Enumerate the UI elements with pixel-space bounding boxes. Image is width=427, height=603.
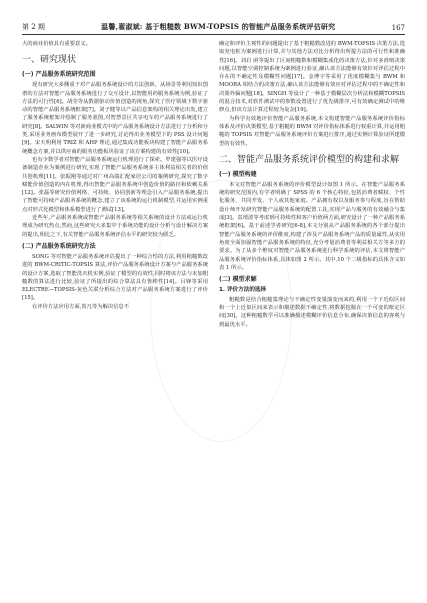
paragraph: 为科学有效地评价智能产品服务系统,本文构建智能产品服务系统评价指标体系及评价决策模型,基于粗糙的 BWM 对评价指标体系进行权重计算,并运用粗糙的 TOPSIS 对智能产品服务系统评价方案进行排序,通过实例计算验证所建模型的有效性。	[219, 115, 405, 147]
paragraph: 确定和评价主观性的问题提出了基于粗糙数改进的 BWM-TOPSIS 决策方法,选取充电桩为案例进行计算,并与其他方法对比分析得出所提方法的可行性和准确性[16]。刘启 函等提出了区间粗糙数和模糊集成化的决策方法,针对多准则决策问题,以智能空调控制系统为案例进行验证,确认该方法能够有效针对评估过程中存在的不确定性及模糊性问题[17]。金博宇等采用了优度模糊集与 BWM 和 MOORA 相结合的决策方法,确认该方法能够有效应对评估过程中的不确定性和决策外偏问题[18]。SINGH 等设计了一种基于模糊层次分析法和模糊TOPSIS 的混合技术,对软件测试中的参数设置进行了优先级排序,可有效确定测试中的维修点,但该方法计算过程较为复杂[19]。	[219, 41, 405, 114]
subsubsection-heading-method-choice: 1. 评价方法的选择	[219, 287, 267, 294]
paragraph: 近些年,产品服务系统或智能产品服务系统等相关系统的设计方法或运行机理成为研究热点,然而,这些研究大多集中于系统功能的设计分析与设计解决方案的提出,相比之下,有关智能产品服务系统评估水平的研究较为匮乏。	[22, 215, 208, 238]
paragraph: 粗糙数是结合粗糙集理论与不确定性变量演变而来的,利用一个下近似区间和一个上近似区间来表示和描述数据不确定性,将数据挖掘在一个可变的框定区间[30]。这种粗糙数学可以准确描述模糊评价信息分布,确保决策信息的客观与到最优水平。	[219, 296, 405, 328]
running-title: 温馨,翟淑斌: 基于粗糙数 BWM-TOPSIS 的智能产品服务系统评估研究	[101, 22, 336, 31]
subsection-heading-model-solve: (二) 模型求解	[219, 276, 257, 284]
paragraph: 也有少数学者对智能产品服务系统运行机理进行了探索。罗建强等以医疗设备制造企业为案例进行研究,实现了智能产品服务系统多主体利益相关者的价值共创机理[11]。张振刚等通过对广州高端汇配家居公司的案例研究,探究了数字赋能价值创造的内在机理,得出智能产品服务系统中创造价值的路径和依赖关系[12]。张磊等研究价值网络、可持续、协同创新等理念引入产品服务系统,提出了智能可持续产品服务系统的概念,建立了该系统的运行机制模型,并运用实例重点对形式化模型和体系模型进行了测试[13]。	[22, 156, 208, 213]
paragraph: SONG 等对智能产品服务系统评估提出了一种综合性的方法,利用粗糙数改进的 BWM-CRITIC-TOPSIS 算法,评价产品服务系统设计方案与产品服务系统的设计方案,选取了智能洗衣机实例,验证了模型的有效性,同时将该方法与未加粗糙数的算法进行比较,验证了所提出的综合算法具有鲁棒性[14]。吕锋等采用ELECTRE—TOPSIS-灰色关联分析综合方法对产品服务系统方案进行了评价[15]。	[22, 253, 208, 302]
subsection-heading-model-build: (一) 模型构建	[219, 170, 257, 178]
subsection-heading-methods: (二) 产品服务系统研究方法	[22, 242, 96, 250]
section-heading-research-status: 一、研究现状	[22, 55, 77, 66]
intro-text: 大的商业价值具有重要意义。	[22, 41, 91, 47]
page-header	[22, 18, 405, 35]
right-column	[219, 40, 405, 329]
paragraph: 本文对智能产品服务系统的评价模型设计如图 1 所示。在智能产品服务系统的研究范围内,有学者明确了 SPSS 的 6 个核心特征,包括消费者赋权、个性化服务、共同开发、个人或其他家庭、产品拥有权以及服务参与程度,旨在帮助设计师开发研究智能产品服务系统的配置工具,实现产品与服务的有效融合与集成[3]。袁靖波等考虑到可持续性和客户价值两方面,研究设计了一种产品服务系统框架[6]。基于前述学者研究[6-8],本文分别从产品服务系统的各个部分提出智能产品服务系统的评价维度,构建了涉及产品服务系统产品的质量属性,从实用角度全面加强智能产品服务系统的特征,充分考量消费者等利益相关方等多方的要求。为了从多个维度对智能产品服务系统进行科学系统的评估,本文将智能产品服务系统评价指标体系,具体如图 2 所示。其中,10 个二级指标的具体含义如表 1 所示。	[219, 181, 405, 271]
paragraph: 现有研究大多侧重于对产品服务系统设计的方法创新。从场景等利用知识图谱的方法对智能产品服务系统进行了交互设计,以智能用药服务系统为例,验证了方法的可行性[6]。胡莹等从数据驱动价值创造的视角,探究了医疗领域下数字驱动的智能产品服务系统框架[7]。刘子健等以产品信息架构的相关理论出发,建立了服务系统框架并绘制了服务蓝图,对智慧景区共享电车的产品服务系统进行了研究[8]。SALWIN 等对新商业模式中的产品服务系统设计方法进行了分析和分类,采用业务画布模型展开了进一步研究,讨论得出业务模型下的 PSS 设计问题[9]。宋天明利用 TRIZ 和 AHP 理论,通过集成功能板块构建了智能产品服务系统概念方案,并以供应商的服务功能板块验证了该方案构建的有效性[10]。	[22, 82, 208, 155]
paragraph: 在评价方法应用方面,贺凡等为解决信息不	[32, 303, 130, 310]
subsection-heading-scope: (一) 产品服务系统研究范围	[22, 71, 96, 79]
page-number: 167	[391, 24, 405, 32]
issue-number: 第 2 期	[22, 23, 45, 31]
section-heading-model: 二、智能产品服务系统评价模型的构建和求解	[219, 154, 400, 165]
left-column	[22, 40, 208, 311]
